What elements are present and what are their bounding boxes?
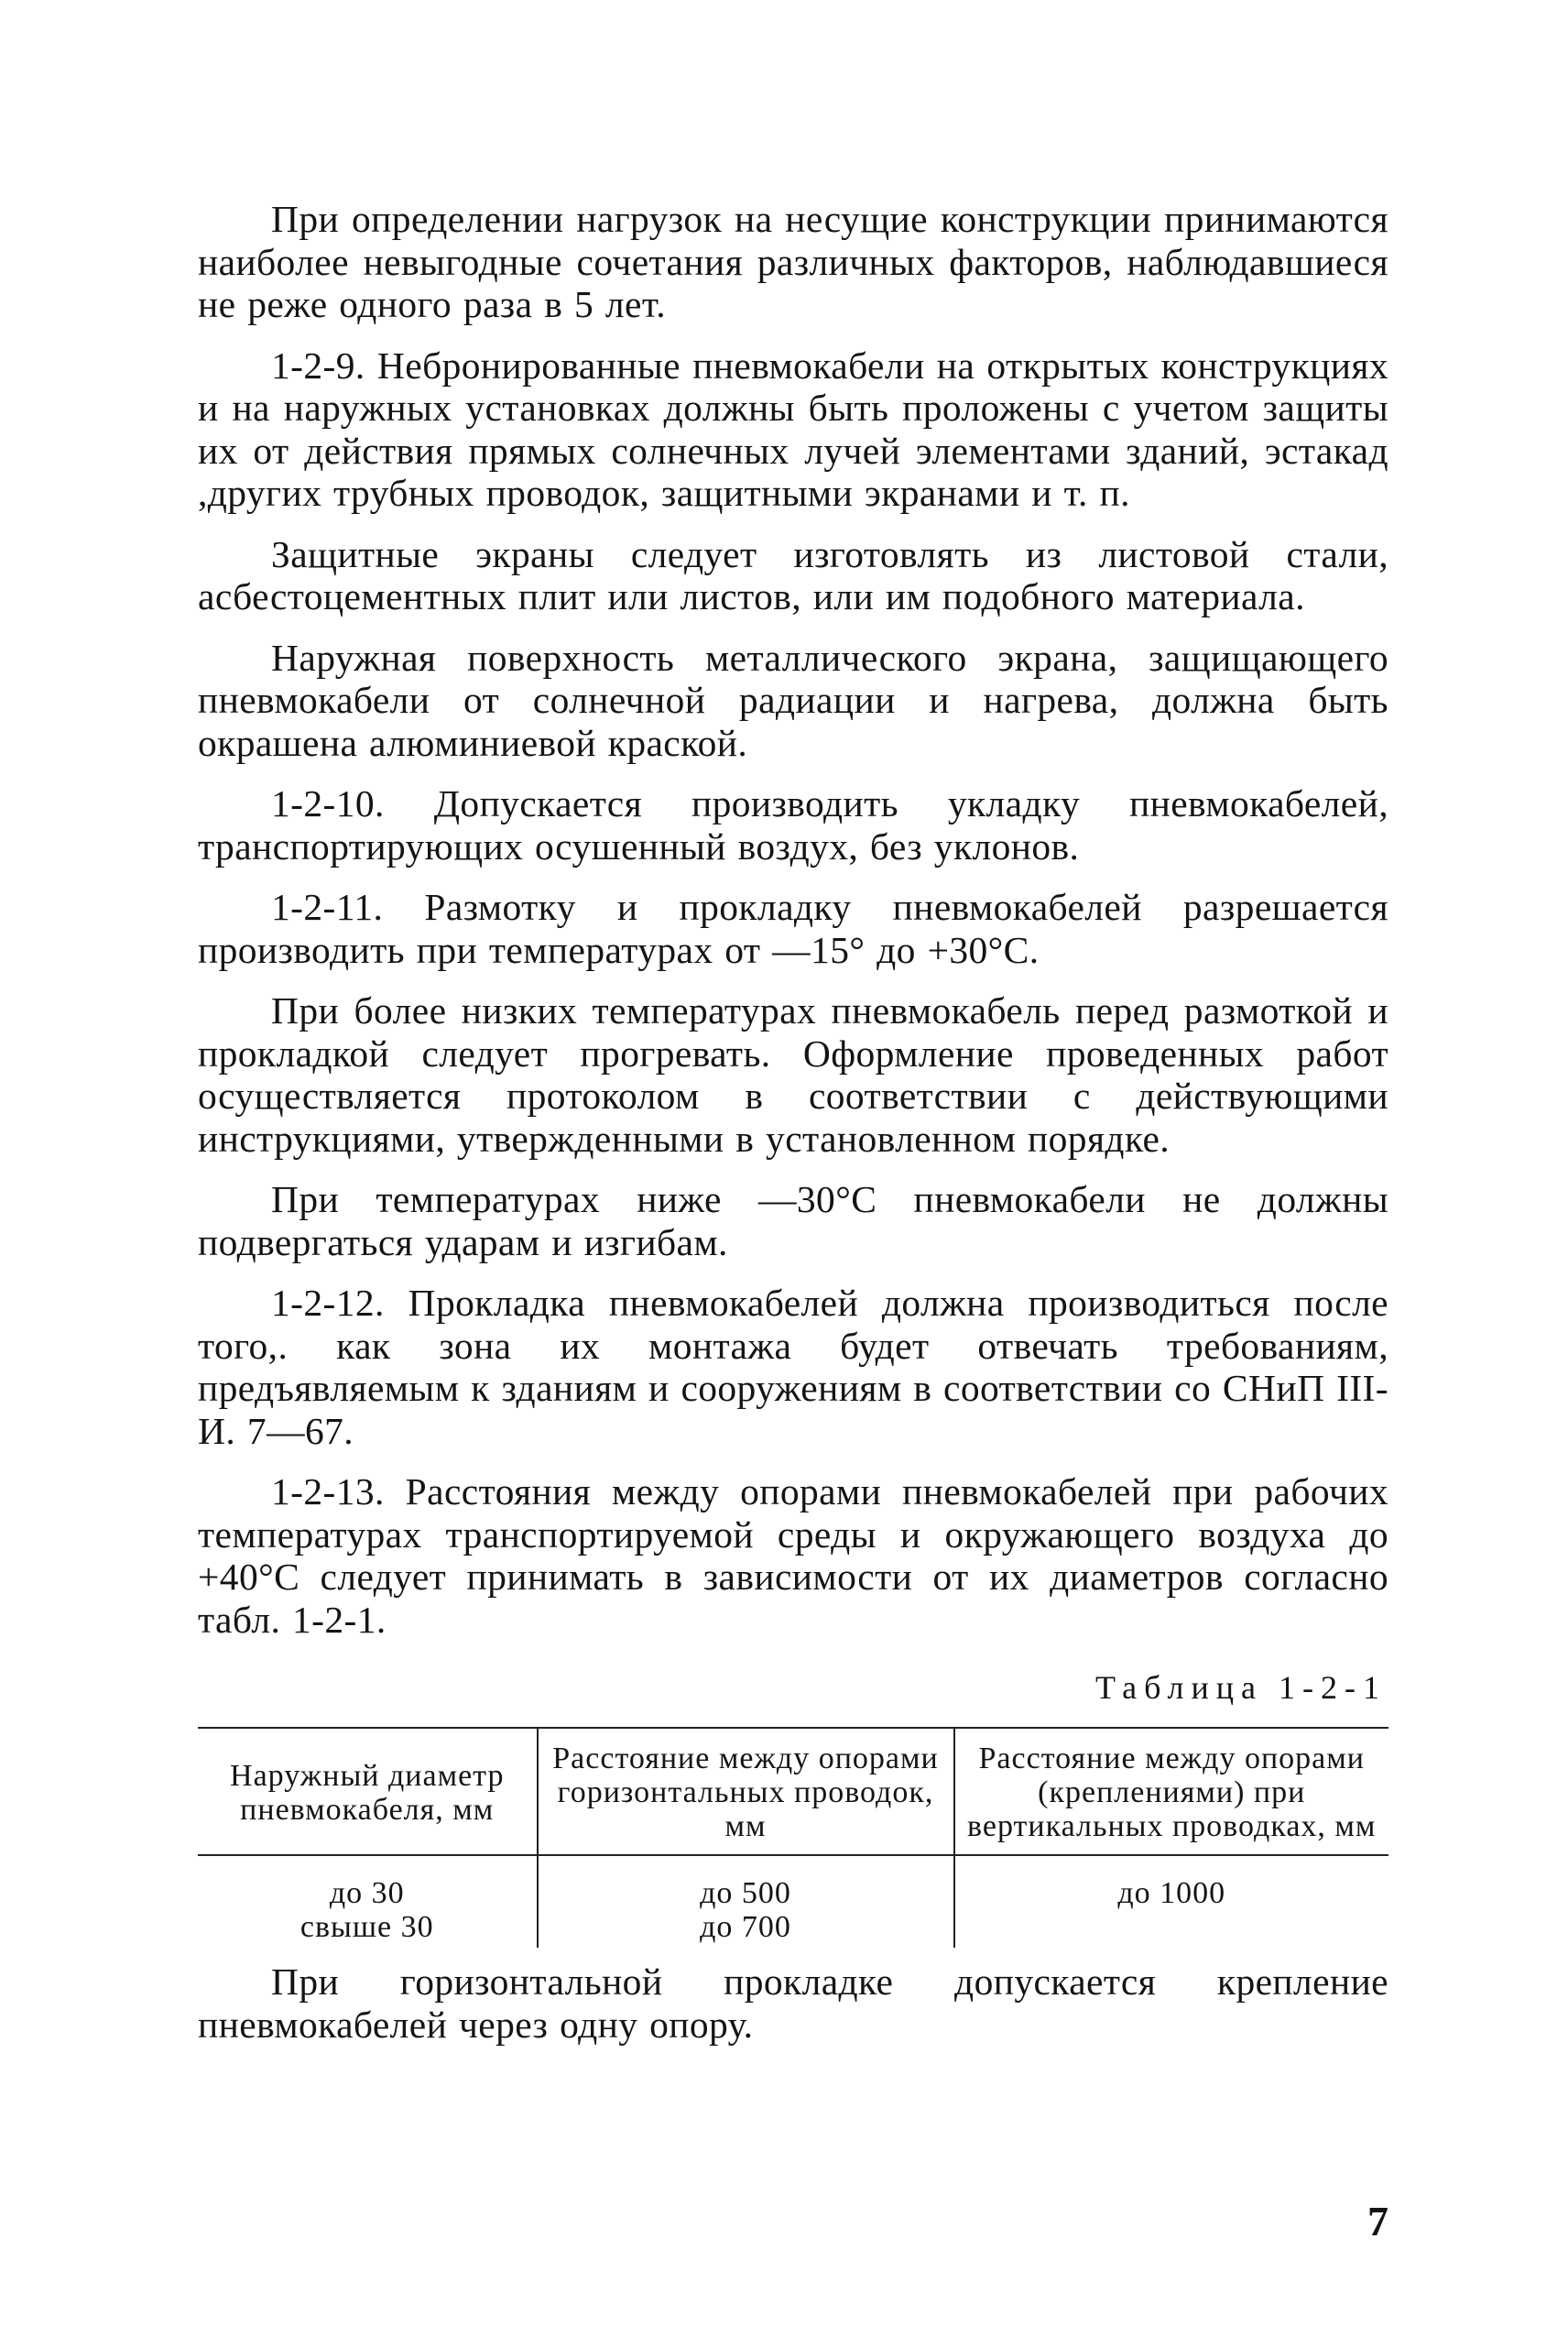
- table-cell-value: до 500: [700, 1876, 791, 1910]
- table-header-vertical-distance: Расстояние между опорами (креплениями) при вертикальных проводках, мм: [954, 1728, 1389, 1855]
- table-cell-value: до 700: [700, 1910, 791, 1944]
- paragraph-closing: При горизонтальной прокладке допускается крепление пневмокабелей через одну опору.: [198, 1960, 1388, 2046]
- table-cell-horizontal-distance: [538, 1855, 954, 1948]
- paragraph-below-minus-30: При температурах ниже —30°С пневмокабели не должны подвергаться ударам и изгибам.: [198, 1178, 1388, 1263]
- paragraph-1-2-9: 1-2-9. Небронированные пневмокабели на открытых конструкциях и на наружных установках должны быть проложены с учетом защиты их от действия прямых солнечных лучей элементами зданий, эстакад ,других трубных проводок, защитными экранами и т. п.: [198, 344, 1388, 514]
- paragraph-screen-paint: Наружная поверхность металлического экрана, защищающего пневмокабели от солнечной радиации и нагрева, должна быть окрашена алюминиевой краской.: [198, 636, 1388, 764]
- document-page: [198, 198, 1388, 2064]
- paragraph-1-2-10: 1-2-10. Допускается производить укладку пневмокабелей, транспортирующих осушенный воздух, без уклонов.: [198, 782, 1388, 868]
- support-distance-table: [198, 1727, 1388, 1948]
- table-title: Таблица 1-2-1: [1095, 1669, 1387, 1706]
- paragraph-1-2-11: 1-2-11. Размотку и прокладку пневмокабелей разрешается производить при температурах от —15° до +30°С.: [198, 886, 1388, 971]
- table-row: [198, 1855, 1388, 1948]
- page-number: 7: [1367, 2198, 1388, 2244]
- paragraph-screens-material: Защитные экраны следует изготовлять из листовой стали, асбестоцементных плит или листов, или им подобного материала.: [198, 532, 1388, 617]
- paragraph-low-temperature: При более низких температурах пневмокабель перед размоткой и прокладкой следует прогревать. Оформление проведенных работ осуществляется протоколом в соответствии с действующими инструкциями, утвержденными в установленном порядке.: [198, 989, 1388, 1160]
- table-header-row: [198, 1728, 1388, 1855]
- table-header-horizontal-distance: Расстояние между опорами горизонтальных проводок, мм: [538, 1728, 954, 1855]
- table-header-diameter: Наружный диаметр пневмокабеля, мм: [198, 1728, 538, 1855]
- table-cell-value: до 30: [329, 1876, 405, 1910]
- table-cell-value: свыше 30: [299, 1910, 434, 1944]
- table-cell-diameter: [198, 1855, 538, 1948]
- paragraph-1-2-13: 1-2-13. Расстояния между опорами пневмокабелей при рабочих температурах транспортируемой среды и окружающего воздуха до +40°С следует принимать в зависимости от их диаметров согласно табл. 1-2-1.: [198, 1470, 1388, 1641]
- paragraph-loads: При определении нагрузок на несущие конструкции принимаются наиболее невыгодные сочетания различных факторов, наблюдавшиеся не реже одного раза в 5 лет.: [198, 198, 1388, 325]
- paragraph-1-2-12: 1-2-12. Прокладка пневмокабелей должна производиться после того,. как зона их монтажа будет отвечать требованиям, предъявляемым к зданиям и сооружениям в соответствии со СНиП III-И. 7—67.: [198, 1282, 1388, 1452]
- table-cell-value: до 1000: [1117, 1876, 1226, 1910]
- table-cell-vertical-distance: [954, 1855, 1389, 1948]
